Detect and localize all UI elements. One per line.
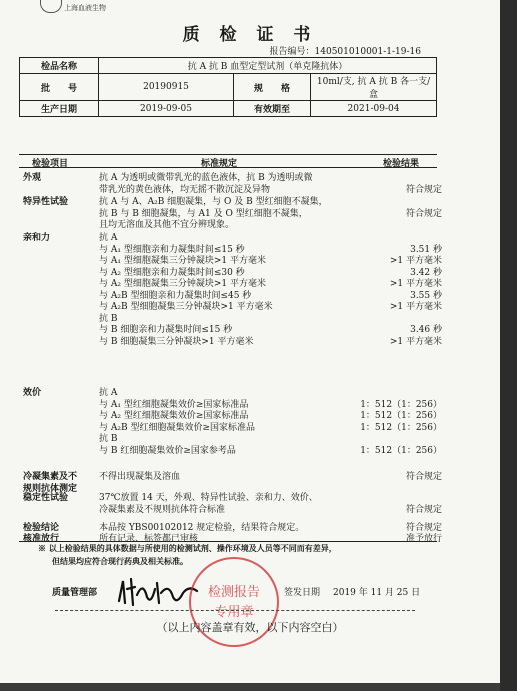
standard-line: 与 A₂B 型细胞亲和力凝集时间≤45 秒 bbox=[99, 290, 252, 301]
standard-line: 与 A₂B 型细胞凝集三分钟凝块>1 平方毫米 bbox=[99, 302, 273, 312]
page-title: 质 检 证 书 bbox=[182, 25, 318, 45]
report-number: 报告编号：140501010001-1-19-16 bbox=[269, 47, 421, 57]
result-value: 符合规定 bbox=[405, 504, 442, 515]
spec-label: 规 格 bbox=[234, 74, 311, 101]
mfg-date-label: 生产日期 bbox=[20, 101, 99, 117]
standard-line: 抗 A 为透明或微带乳光的蓝色液体，抗 B 为透明或微 bbox=[99, 173, 313, 183]
page-edge bbox=[500, 0, 517, 691]
row-item-label: 检验结论 bbox=[23, 523, 60, 533]
issue-date: 2019 年 11 月 25 日 bbox=[333, 588, 421, 598]
note-line-1: ※ 以上检验结果的具体数据与所使用的检测试剂、操作环境及人员等不同而有差异， bbox=[38, 543, 337, 553]
standard-line: 抗 A bbox=[99, 233, 118, 243]
header-standard: 标准规定 bbox=[201, 159, 238, 169]
official-seal bbox=[186, 554, 282, 650]
standard-line: 与 A₂ 型细胞凝集三分钟凝块>1 平方毫米 bbox=[99, 279, 266, 289]
standard-line: 冷凝集素及不规则抗体符合标准 bbox=[99, 504, 226, 515]
note-line-2: 但结果均应符合现行药典及相关标准。 bbox=[52, 556, 188, 566]
result-value: 3.55 秒 bbox=[410, 290, 442, 301]
header-rule bbox=[19, 167, 437, 168]
svg-text:专用章: 专用章 bbox=[214, 605, 254, 620]
standard-line: 与 A₂ 型红细胞凝集效价≥国家标准品 bbox=[99, 411, 249, 421]
header-item: 检验项目 bbox=[32, 159, 69, 169]
standard-line: 与 A₂ 型细胞亲和力凝集时间≤30 秒 bbox=[99, 267, 245, 278]
result-value: 1：512（1：256） bbox=[360, 399, 442, 410]
result-value: 准予放行 bbox=[405, 534, 442, 544]
logo-mark bbox=[40, 0, 62, 13]
row-item-label: 亲和力 bbox=[23, 233, 51, 243]
standard-line: 与 A₁ 型细胞亲和力凝集时间≤15 秒 bbox=[99, 244, 245, 255]
standard-line: 本品按 YBS00102012 规定检验，结果符合规定。 bbox=[99, 523, 305, 533]
standard-line: 且均无溶血及其他不宜分辨现象。 bbox=[99, 220, 235, 230]
spec-value: 10ml/支, 抗 A 抗 B 各一支/盒 bbox=[311, 74, 437, 101]
standard-line: 与 A₂B 型红细胞凝集效价≥国家标准品 bbox=[99, 422, 255, 433]
table-bottom-rule bbox=[19, 541, 437, 542]
header-result: 检验结果 bbox=[383, 159, 420, 169]
result-value: 符合规定 bbox=[405, 184, 442, 195]
row-item-label: 核准放行 bbox=[23, 534, 60, 544]
result-value: >1 平方毫米 bbox=[389, 256, 442, 266]
footer-note: （以上内容盖章有效，以下内容空白） bbox=[156, 621, 344, 634]
result-value: >1 平方毫米 bbox=[389, 336, 442, 347]
standard-line: 与 B 红细胞凝集效价≥国家参考品 bbox=[99, 445, 236, 456]
row-item-label: 特异性试验 bbox=[23, 197, 69, 207]
standard-line: 与 A₁ 型细胞凝集三分钟凝块>1 平方毫米 bbox=[99, 256, 266, 266]
result-value: >1 平方毫米 bbox=[389, 302, 442, 312]
standard-line: 37℃放置 14 天，外观、特异性试验、亲和力、效价、 bbox=[99, 493, 318, 503]
result-value: 1：512（1：256） bbox=[360, 445, 442, 456]
row-item-label: 效价 bbox=[23, 388, 42, 398]
mfg-date-value: 2019-09-05 bbox=[99, 101, 234, 117]
row-item-label: 冷凝集素及不 bbox=[23, 472, 78, 482]
standard-line: 抗 B bbox=[99, 313, 118, 324]
result-value: 3.51 秒 bbox=[410, 244, 442, 255]
dashed-divider bbox=[55, 610, 415, 611]
standard-line: 与 A₁ 型红细胞凝集效价≥国家标准品 bbox=[99, 399, 249, 410]
exp-date-value: 2021-09-04 bbox=[311, 101, 437, 117]
result-value: 1：512（1：256） bbox=[360, 411, 442, 421]
exp-date-label: 有效期至 bbox=[234, 101, 311, 117]
row-item-label: 外观 bbox=[23, 173, 42, 183]
standard-line: 抗 B bbox=[99, 434, 118, 444]
result-value: 符合规定 bbox=[405, 208, 442, 219]
result-value: >1 平方毫米 bbox=[389, 279, 442, 289]
row-item-label-cont: 规则抗体测定 bbox=[23, 483, 78, 494]
row-item-label: 稳定性试验 bbox=[23, 493, 69, 503]
result-value: 3.46 秒 bbox=[410, 325, 442, 335]
standard-line: 抗 A bbox=[99, 388, 118, 398]
standard-line: 带乳光的黄色液体，均无摇不散沉淀及异物 bbox=[99, 184, 271, 195]
result-value: 符合规定 bbox=[405, 472, 442, 482]
result-value: 符合规定 bbox=[405, 523, 442, 533]
result-value: 3.42 秒 bbox=[410, 267, 442, 278]
result-value: 1：512（1：256） bbox=[360, 422, 442, 433]
standard-line: 所有记录、标签都已审核 bbox=[99, 534, 199, 544]
standard-line: 抗 B 与 B 细胞凝集，与 A1 及 O 型红细胞不凝集， bbox=[99, 208, 308, 219]
svg-text:检测报告: 检测报告 bbox=[207, 585, 261, 600]
standard-line: 不得出现凝集及溶血 bbox=[99, 472, 181, 482]
batch-label: 批 号 bbox=[20, 74, 99, 101]
product-value: 抗 A 抗 B 血型定型试剂（单克隆抗体） bbox=[99, 58, 437, 74]
table-top-rule bbox=[19, 154, 437, 155]
standard-line: 抗 A 与 A、A₂B 细胞凝集，与 O 及 B 型红细胞不凝集， bbox=[99, 197, 328, 207]
batch-value: 20190915 bbox=[99, 74, 234, 101]
standard-line: 与 B 细胞亲和力凝集时间≤15 秒 bbox=[99, 325, 233, 335]
issue-date-label: 签发日期 bbox=[284, 588, 321, 598]
qa-label: 质量管理部 bbox=[52, 588, 98, 598]
product-label: 检品名称 bbox=[20, 58, 99, 74]
standard-line: 与 B 细胞凝集三分钟凝块>1 平方毫米 bbox=[99, 336, 254, 347]
logo-subtitle: 上海血液生物 bbox=[64, 4, 106, 12]
product-info-table bbox=[19, 57, 437, 117]
